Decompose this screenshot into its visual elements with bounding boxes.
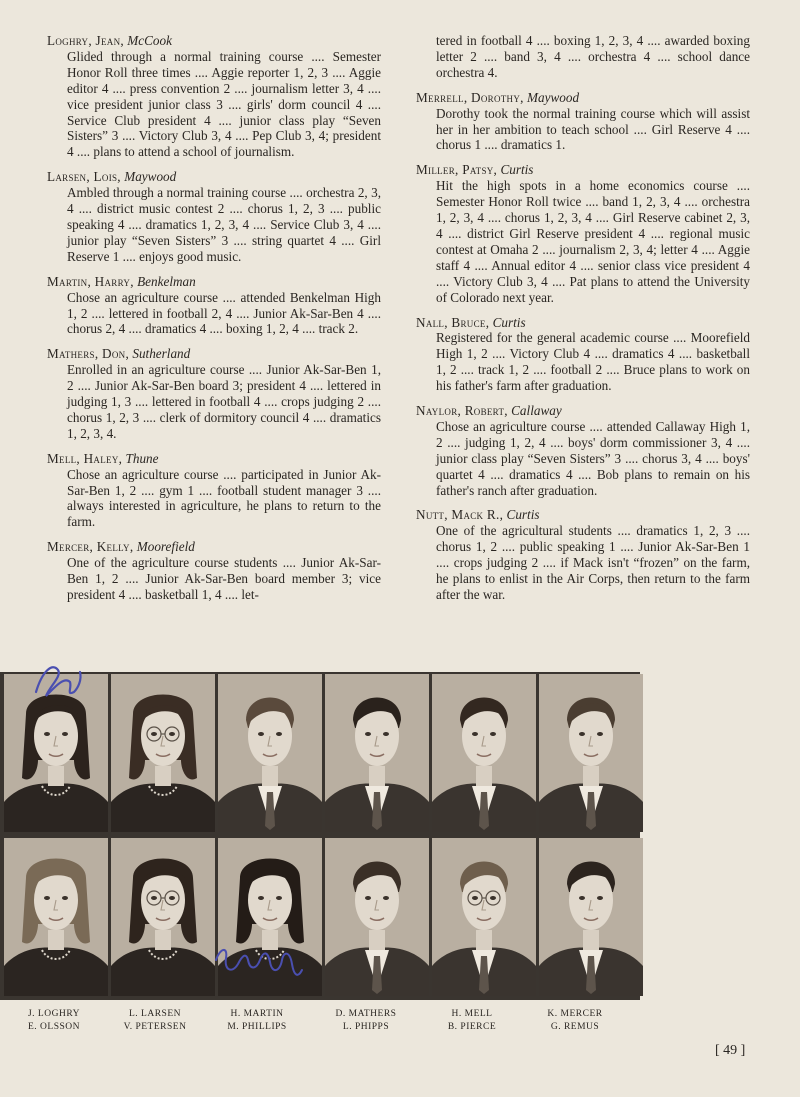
student-portrait [218,674,322,832]
caption-top-name: D. MATHERS [335,1009,397,1019]
portrait-caption [101,1008,209,1034]
bio-text: One of the agriculture course students .... Junior Ak-Sar-Ben 1, 2 .... Junior Ak-Sar-Ben board member 3; vice president 4 .... basketball 1, 4 .... let- [67,555,381,602]
bio-entry [47,539,381,603]
bio-entry [47,274,381,338]
hometown: Curtis [506,507,540,523]
bio-entry-heading [416,315,750,331]
student-name: Nall, Bruce, [416,314,490,330]
caption-top-name: H. MELL [451,1009,493,1019]
caption-top-name: K. MERCER [547,1009,603,1019]
student-portrait [111,838,215,996]
right-column-entries [416,90,750,603]
caption-bottom-name: M. PHILLIPS [227,1022,287,1032]
hometown: Curtis [500,162,534,178]
bio-entry-heading [47,169,381,185]
bio-entry-heading [47,346,381,362]
student-portrait [432,838,536,996]
bio-text: Ambled through a normal training course .... orchestra 2, 3, 4 .... district music contest 2 .... chorus 1, 2, 3 .... public speaking 4 .... dramatics 1, 2, 3, 4 .... Service Club 3, 4 .... junior play “Seven Sisters” 3 .... string quartet 4 .... Girl Reserve 1 .... enjoys good music. [67,185,381,264]
student-portrait [325,674,429,832]
bio-entry-heading [47,33,381,49]
portrait-caption [418,1008,526,1034]
student-name: Naylor, Robert, [416,403,508,419]
student-name: Mell, Haley, [47,450,123,466]
caption-top-name: L. LARSEN [129,1009,181,1019]
bio-text: Glided through a normal training course .... Semester Honor Roll three times .... Aggie reporter 1, 2, 3 .... Aggie editor 4 .... press convention 2 .... journalism letter 3, 4 .... vice president junior class 3 .... girls' dorm council 4 .... Service Club president 4 .... junior class play “Seven Sisters” 3 .... Victory Club 3, 4 .... Pep Club 3, 4; president 4 .... plans to attend a school of journalism. [67,48,381,160]
bio-entry-heading [47,274,381,290]
student-name: Larsen, Lois, [47,169,121,185]
bio-entry [47,169,381,264]
bio-entry-heading [47,539,381,555]
hometown: McCook [127,33,172,48]
bio-text: Hit the high spots in a home economics course .... Semester Honor Roll twice .... band 1, 2, 3, 4 .... orchestra 1, 2, 3, 4 .... chorus 1, 2, 3, 4 .... Girl Reserve cabinet 2, 3, 4 .... district Girl Reserve president 4 .... regional music contest at Omaha 2 .... journalism 2, 3, 4; letter 4 .... Aggie staff 4 .... Annual editor 4 .... senior class vice president 4 .... Victory Club 3, 4 .... Pat plans to attend the University of Colorado next year. [436,178,750,305]
bio-entry-heading [416,90,750,106]
mercer-continuation: tered in football 4 .... boxing 1, 2, 3, 4 .... awarded boxing letter 2 .... band 3, 4 .... orchestra 4 .... school dance orchestra 4. [436,33,750,80]
caption-bottom-name: L. PHIPPS [342,1022,390,1032]
caption-bottom-name: B. PIERCE [447,1022,497,1032]
caption-top-name: J. LOGHRY [27,1009,80,1019]
hometown: Benkelman [137,273,196,289]
bio-entry-heading [47,451,381,467]
caption-bottom-name: V. PETERSEN [123,1022,187,1032]
portrait-caption [0,1008,108,1034]
bio-text: Registered for the general academic course .... Moorefield High 1, 2 .... Victory Club 4 .... dramatics 4 .... basketball 1, 2 .... track 1, 2 .... football 2 .... Bruce plans to work on his father's farm after graduation. [436,330,750,394]
left-column [47,33,381,612]
page-number: [ 49 ] [715,1043,746,1058]
caption-bottom-name: G. REMUS [550,1022,600,1032]
bio-entry [416,90,750,154]
bio-entry-heading [416,507,750,523]
student-name: Loghry, Jean, [47,33,124,48]
caption-top-name: H. MARTIN [230,1009,284,1019]
student-name: Miller, Patsy, [416,162,498,178]
bio-text: Chose an agriculture course .... attended Callaway High 1, 2 .... judging 1, 2, 4 .... boys' dorm commissioner 3, 4 .... junior class play “Seven Sisters” 3 .... chorus 3, 4 .... boys' quartet 4 .... dramatics 4 .... Bob plans to remain on his father's ranch after graduation. [436,418,750,498]
bio-entry-heading [416,403,750,419]
portrait-caption [521,1008,629,1034]
bio-entry [47,346,381,441]
bio-text: Chose an agriculture course .... participated in Junior Ak-Sar-Ben 1, 2 .... gym 1 .... football student manager 3 .... always interested in agriculture, he plans to return to the farm. [67,466,381,530]
student-portrait [4,674,108,832]
bio-text: Dorothy took the normal training course which will assist her in her ambition to teach school .... Girl Reserve 4 .... chorus 1 .... dramatics 1. [436,105,750,153]
hometown: Maywood [124,169,177,185]
bio-entry [47,451,381,531]
caption-bottom-name: E. OLSSON [27,1022,80,1032]
hometown: Moorefield [136,539,195,555]
student-portrait [432,674,536,832]
student-name: Martin, Harry, [47,273,134,289]
bio-entry [47,33,381,160]
hometown: Sutherland [132,346,191,362]
hometown: Curtis [492,314,526,330]
bio-text: One of the agricultural students .... dramatics 1, 2, 3 .... chorus 1, 2 .... public speaking 1 .... Junior Ak-Sar-Ben 1 .... crops judging 2 .... if Mack isn't “frozen” on the farm, he plans to enlist in the Air Corps, then return to the farm after the war. [436,523,750,602]
right-column [416,33,750,612]
senior-portraits [0,672,640,1000]
bio-entry [416,403,750,498]
portrait-caption [312,1008,420,1034]
student-name: Nutt, Mack R., [416,507,504,523]
hometown: Thune [125,450,159,466]
student-portrait [111,674,215,832]
student-portrait [539,674,643,832]
student-portrait [539,838,643,996]
bio-entry [416,315,750,395]
bio-entry [416,507,750,602]
student-name: Merrell, Dorothy, [416,89,524,105]
bio-text: Chose an agriculture course .... attended Benkelman High 1, 2 .... lettered in football 2, 4 .... Junior Ak-Sar-Ben 4 .... chorus 2, 4 .... dramatics 4 .... boxing 1, 2, 4 .... track 2. [67,289,381,337]
student-portrait [325,838,429,996]
student-name: Mercer, Kelly, [47,539,134,555]
bio-text: Enrolled in an agriculture course .... Junior Ak-Sar-Ben 1, 2 .... Junior Ak-Sar-Ben board 3; president 4 .... lettered in judging 1, 3 .... lettered in football 4 .... crops judging 2 .... chorus 1, 2, 3 .... clerk of dormitory council 4 .... dramatics 1, 2, 3, 4. [67,362,381,441]
student-name: Mathers, Don, [47,346,130,362]
portrait-caption [203,1008,311,1034]
student-portrait [4,838,108,996]
hometown: Callaway [511,403,562,419]
bio-entry-heading [416,162,750,178]
student-portrait [218,838,322,996]
hometown: Maywood [527,89,580,105]
bio-entry [416,162,750,305]
